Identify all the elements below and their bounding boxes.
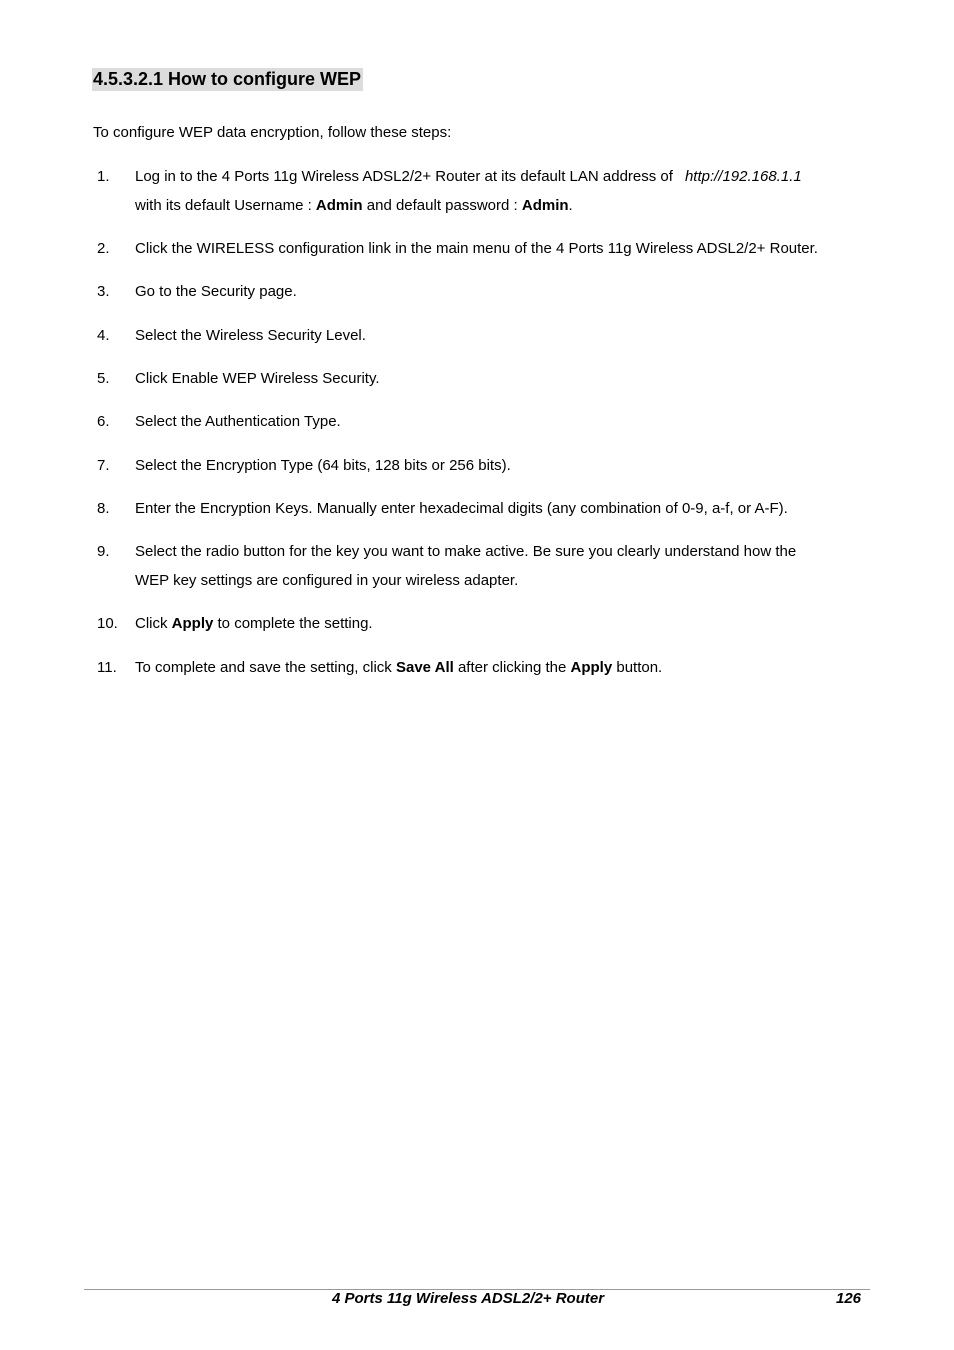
router-url: http://192.168.1.1 [684,168,802,185]
password-value: Admin [521,197,569,214]
step-text: Click the WIRELESS configuration link in the main menu of the 4 Ports 11g Wireless ADSL2/2+ Router. [135,240,818,257]
step-text: Select the Encryption Type (64 bits, 128 bits or 256 bits). [135,457,511,474]
username-value: Admin [315,197,363,214]
footer-title: 4 Ports 11g Wireless ADSL2/2+ Router [332,1290,605,1307]
step-number: 2. [97,240,110,257]
step-number: 10. [97,615,118,632]
apply-label: Apply [570,659,613,676]
step-text: Go to the Security page. [135,283,297,300]
step-text: Enter the Encryption Keys. Manually enter hexadecimal digits (any combination of 0-9, a-f, or A-F). [135,500,788,517]
step-text: Select the radio button for the key you want to make active. Be sure you clearly understand how the WEP key settings are configured in your wireless adapter. [135,543,797,589]
step-number: 1. [97,168,110,185]
step-number: 4. [97,327,110,344]
step-number: 3. [97,283,110,300]
save-all-label: Save All [395,659,454,676]
step-text: Log in to the 4 Ports 11g Wireless ADSL2/2+ Router at its default LAN address of http://192.168.1.1 with its default Username : Admin and default password : Admin. [135,168,802,214]
step-text: To complete and save the setting, click Save All after clicking the Apply button. [135,659,663,676]
apply-label: Apply [171,615,214,632]
page-number: 126 [836,1290,862,1307]
step-number: 11. [97,659,117,676]
step-text: Select the Wireless Security Level. [135,327,366,344]
step-number: 8. [97,500,110,517]
step-text: Click Enable WEP Wireless Security. [135,370,380,387]
intro-paragraph: To configure WEP data encryption, follow these steps: [93,124,452,141]
step-number: 9. [97,543,110,560]
step-text: Click Apply to complete the setting. [135,615,373,632]
step-text: Select the Authentication Type. [135,413,341,430]
step-number: 7. [97,457,110,474]
section-heading: 4.5.3.2.1 How to configure WEP [93,69,362,89]
step-number: 6. [97,413,110,430]
step-number: 5. [97,370,110,387]
